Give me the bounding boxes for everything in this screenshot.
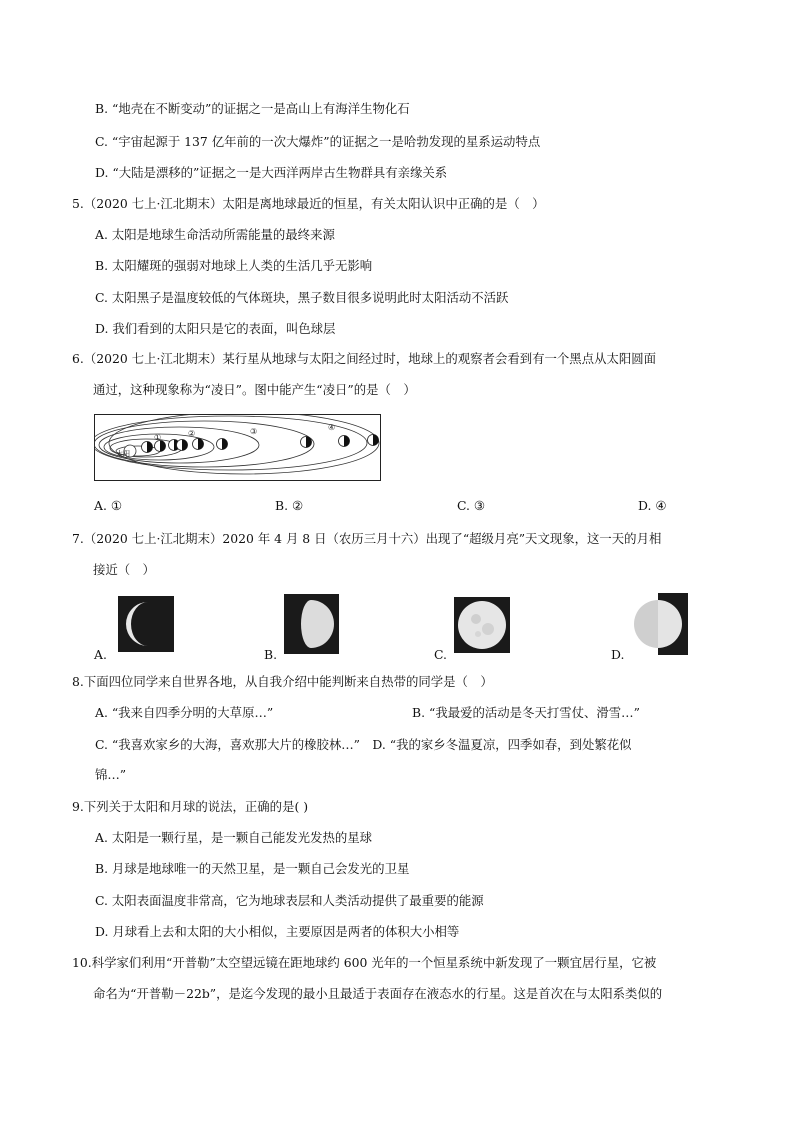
q9-option-d: D. 月球看上去和太阳的大小相似，主要原因是两者的体积大小相等 <box>95 924 460 939</box>
q4-option-c: C. “宇宙起源于 137 亿年前的一次大爆炸”的证据之一是哈勃发现的星系运动特点 <box>95 134 541 149</box>
q7-stem: 7.（2020 七上·江北期末）2020 年 4 月 8 日（农历三月十六）出现了“超级月亮”天文现象，这一天的月相 <box>72 531 662 546</box>
planet-mark-1: ① <box>154 433 162 442</box>
q8-stem: 8.下面四位同学来自世界各地，从自我介绍中能判断来自热带的同学是（ ） <box>72 674 493 689</box>
q6-option-a: A. ① <box>94 498 122 513</box>
q9-option-b: B. 月球是地球唯一的天然卫星，是一颗自己会发光的卫星 <box>95 861 410 876</box>
moon-phase-gibbous <box>284 594 339 654</box>
q4-option-d: D. “大陆是漂移的”证据之一是大西洋两岸古生物群具有亲缘关系 <box>95 165 448 180</box>
q7-label-b: B. <box>264 647 278 662</box>
q8-option-b: B. “我最爱的活动是冬天打雪仗、滑雪…” <box>412 705 640 720</box>
planet-5 <box>193 439 204 450</box>
sun-label: 太阳 <box>116 450 130 458</box>
planet-6 <box>217 439 228 450</box>
q9-stem: 9.下列关于太阳和月球的说法，正确的是( ) <box>72 799 309 814</box>
moon-phase-first-quarter <box>628 593 688 655</box>
q4-option-b: B. “地壳在不断变动”的证据之一是高山上有海洋生物化石 <box>95 101 410 116</box>
planet-9 <box>368 435 379 446</box>
q8-option-d-cont: 锦…” <box>95 767 127 782</box>
q6-stem-cont: 通过，这种现象称为“凌日”。图中能产生“凌日”的是（ ） <box>93 382 416 397</box>
planet-1 <box>142 442 153 453</box>
planet-mark-4: ④ <box>328 423 336 432</box>
planet-2 <box>155 441 166 452</box>
q8-option-cd: C. “我喜欢家乡的大海，喜欢那大片的橡胶林…” D. “我的家乡冬温夏凉，四季如春，到处繁花似 <box>95 737 632 752</box>
q10-stem-cont: 命名为“开普勒－22b”，是迄今发现的最小且最适于表面存在液态水的行星。这是首次在与太阳系类似的 <box>93 986 663 1001</box>
q7-label-c: C. <box>434 647 447 662</box>
q6-stem: 6.（2020 七上·江北期末）某行星从地球与太阳之间经过时，地球上的观察者会看到有一个黑点从太阳圆面 <box>72 351 657 366</box>
q5-option-c: C. 太阳黑子是温度较低的气体斑块，黑子数目很多说明此时太阳活动不活跃 <box>95 290 509 305</box>
q5-option-a: A. 太阳是地球生命活动所需能量的最终来源 <box>95 227 335 242</box>
q5-option-d: D. 我们看到的太阳只是它的表面，叫色球层 <box>95 321 336 336</box>
q6-option-d: D. ④ <box>638 498 667 513</box>
planet-4 <box>177 440 188 451</box>
q6-option-b: B. ② <box>275 498 304 513</box>
solar-system-figure <box>94 414 382 482</box>
q5-stem: 5.（2020 七上·江北期末）太阳是离地球最近的恒星，有关太阳认识中正确的是（ ） <box>72 196 545 211</box>
q5-option-b: B. 太阳耀斑的强弱对地球上人类的生活几乎无影响 <box>95 258 373 273</box>
q7-stem-cont: 接近（ ） <box>93 562 155 577</box>
q6-option-c: C. ③ <box>457 498 486 513</box>
q8-option-a: A. “我来自四季分明的大草原…” <box>95 705 274 720</box>
q9-option-a: A. 太阳是一颗行星，是一颗自己能发光发热的星球 <box>95 830 373 845</box>
planet-mark-2: ② <box>188 429 196 438</box>
planet-8 <box>339 436 350 447</box>
q7-label-a: A. <box>94 647 107 662</box>
q7-label-d: D. <box>611 647 625 662</box>
moon-phase-crescent <box>118 596 174 652</box>
planet-mark-3: ③ <box>250 427 258 436</box>
q9-option-c: C. 太阳表面温度非常高，它为地球表层和人类活动提供了最重要的能源 <box>95 893 484 908</box>
moon-phase-full <box>454 597 510 653</box>
planet-7 <box>301 437 312 448</box>
q10-stem: 10.科学家们利用“开普勒”太空望远镜在距地球约 600 光年的一个恒星系统中新发现了一颗宜居行星，它被 <box>72 955 657 970</box>
